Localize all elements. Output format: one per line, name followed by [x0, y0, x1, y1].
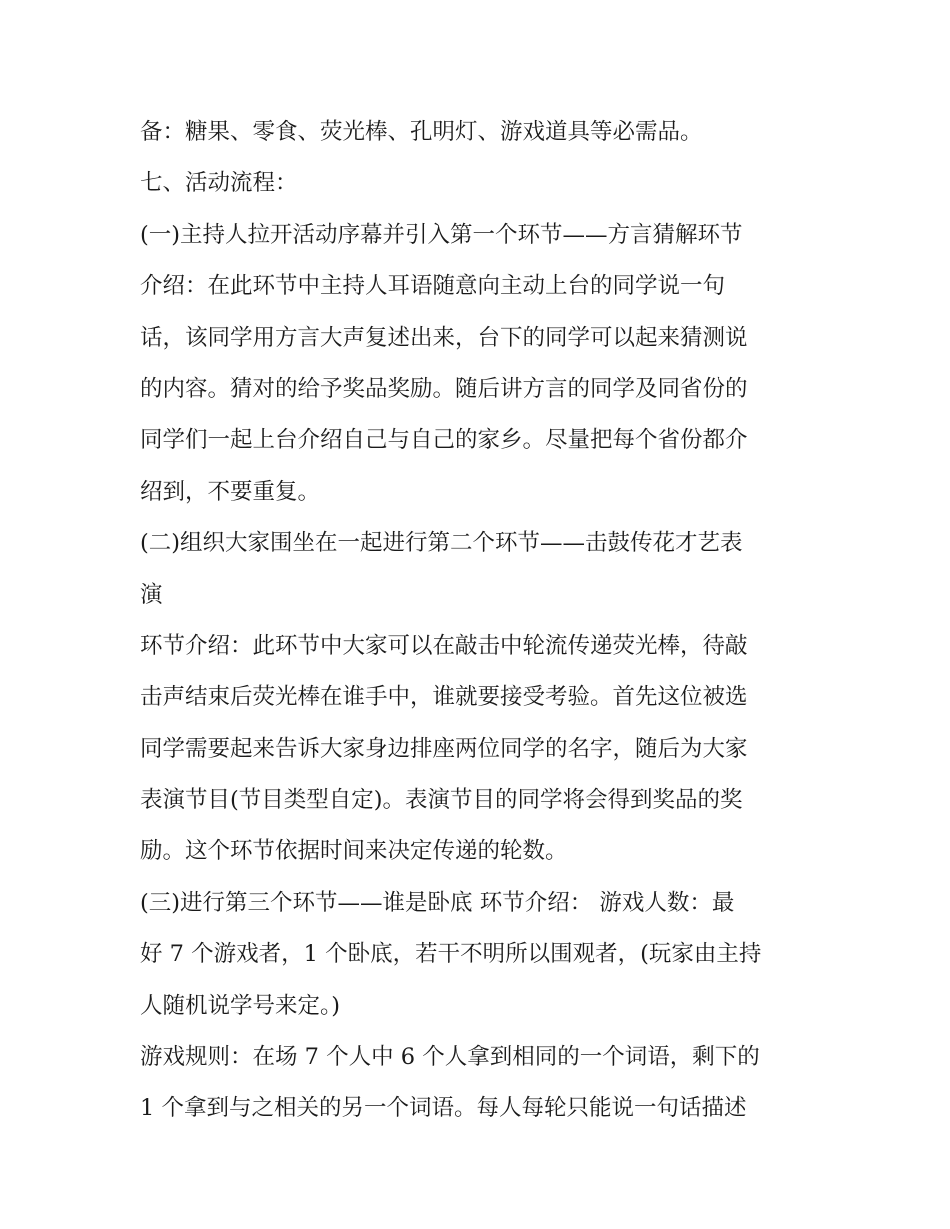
- text-line: 好 7 个游戏者，1 个卧底，若干不明所以围观者，(玩家由主持: [140, 941, 762, 968]
- text-line: 同学需要起来告诉大家身边排座两位同学的名字，随后为大家: [140, 735, 748, 762]
- text-line: 人随机说学号来定。): [140, 992, 341, 1019]
- text-line: (一)主持人拉开活动序幕并引入第一个环节——方言猜解环节: [140, 221, 743, 248]
- text-line: 励。这个环节依据时间来决定传递的轮数。: [140, 838, 568, 865]
- text-line: 话，该同学用方言大声复述出来，台下的同学可以起来猜测说: [140, 324, 748, 351]
- text-line: 备：糖果、零食、荧光棒、孔明灯、游戏道具等必需品。: [140, 119, 703, 145]
- text-line: 1 个拿到与之相关的另一个词语。每人每轮只能说一句话描述: [140, 1095, 747, 1122]
- text-line: (二)组织大家围坐在一起进行第二个环节——击鼓传花才艺表: [140, 530, 743, 557]
- text-line: 的内容。猜对的给予奖品奖励。随后讲方言的同学及同省份的: [140, 375, 748, 402]
- section-heading: 七、活动流程：: [140, 170, 298, 197]
- text-line: 击声结束后荧光棒在谁手中，谁就要接受考验。首先这位被选: [140, 684, 748, 711]
- text-line: 同学们一起上台介绍自己与自己的家乡。尽量把每个省份都介: [140, 427, 748, 454]
- document-body: [140, 107, 820, 1135]
- text-line: 表演节目(节目类型自定)。表演节目的同学将会得到奖品的奖: [140, 787, 743, 814]
- text-line: 绍到，不要重复。: [140, 478, 321, 505]
- text-line: 演: [140, 581, 163, 608]
- text-line: 游戏规则：在场 7 个人中 6 个人拿到相同的一个词语，剩下的: [140, 1044, 760, 1071]
- text-line: 介绍：在此环节中主持人耳语随意向主动上台的同学说一句: [140, 273, 726, 300]
- text-line: (三)进行第三个环节——谁是卧底 环节介绍： 游戏人数：最: [140, 889, 735, 916]
- text-line: 环节介绍：此环节中大家可以在敲击中轮流传递荧光棒，待敲: [140, 632, 748, 659]
